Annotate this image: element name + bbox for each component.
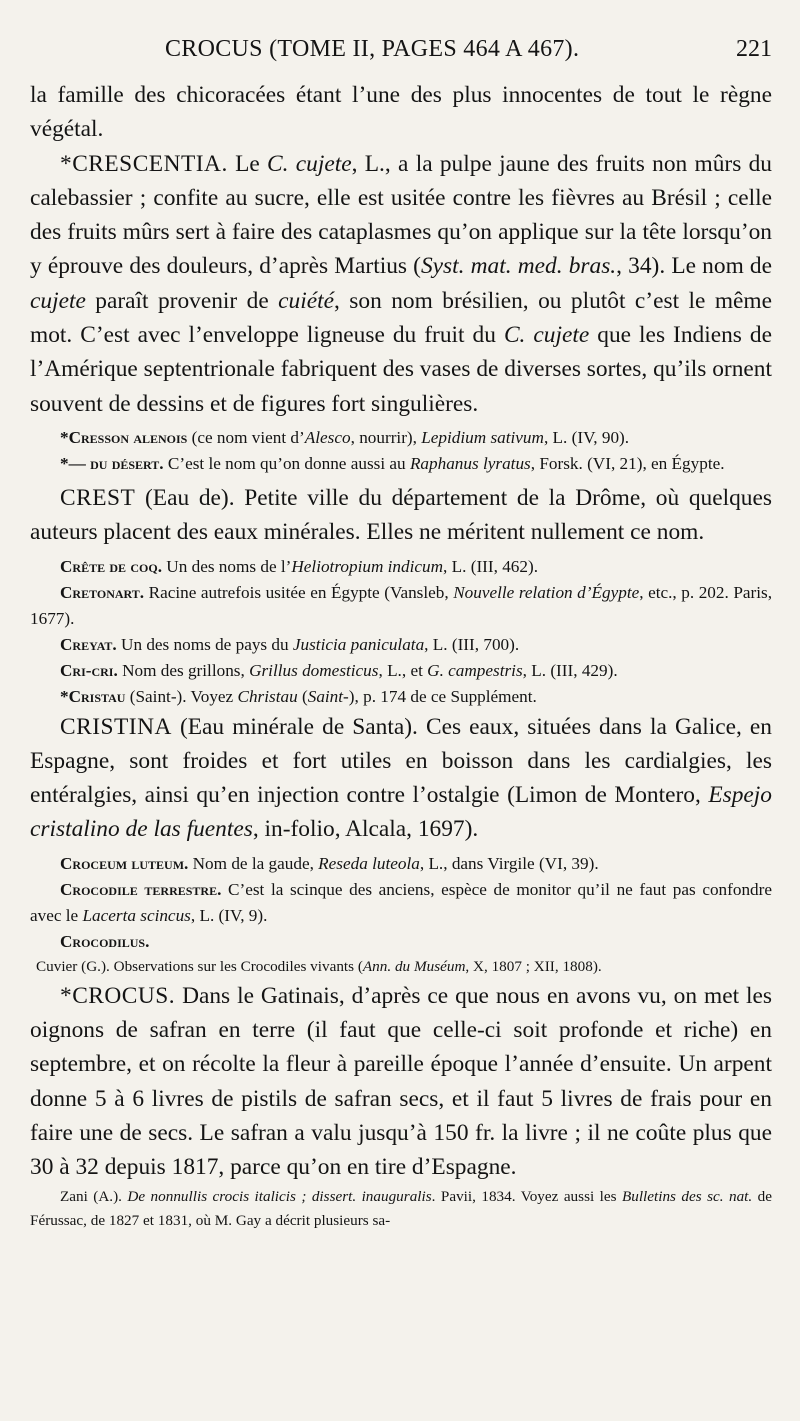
running-head: CROCUS (TOME II, PAGES 464 A 467).	[165, 36, 580, 62]
entry-text: C’est le nom qu’on donne aussi au	[163, 453, 410, 473]
entry-croceum-luteum	[30, 851, 772, 877]
entry-head-desert: *— du désert.	[60, 453, 164, 473]
entry-italic: C. cujete	[503, 322, 590, 349]
entry-text: paraît provenir de	[85, 287, 279, 314]
entry-cretonart	[30, 580, 772, 632]
entry-text: (Eau minérale de Santa). Ces eaux, situées dans la Galice, en Espagne, sont froides et fort utiles en boisson dans les cardialgies, les entéralgies, ainsi qu’en injection contre l’ostalgie (Limon de Montero,	[30, 713, 772, 809]
entry-creyat	[30, 632, 772, 658]
reference-italic: Ann. du Muséum	[362, 957, 466, 975]
entry-italic: Lepidium sativum	[421, 427, 544, 447]
entry-text: , L. (IV, 9).	[190, 905, 268, 925]
entry-italic: Espejo cristalino de las fuentes	[30, 782, 772, 843]
entry-italic: Nouvelle relation d’Égypte	[453, 582, 640, 602]
entry-text: (Saint-). Voyez	[125, 686, 238, 706]
entry-head-crete: Crête de coq.	[60, 556, 162, 576]
entry-text: (Eau de). Petite ville du département de la Drôme, où quelques auteurs placent des eaux minérales. Elles ne méritent nullement ce nom.	[30, 484, 772, 546]
reference-text: . Pavii, 1834. Voyez aussi les	[431, 1187, 622, 1205]
book-page	[30, 30, 772, 1410]
reference-text: de Férussac, de 1827 et 1831, où M. Gay a décrit plusieurs sa-	[30, 1187, 772, 1229]
page-number: 221	[736, 36, 772, 62]
entry-head-cricri: Cri-cri.	[60, 660, 118, 680]
entry-italic: cuiété	[278, 287, 335, 314]
entry-head-cresson: *Cresson alenois	[60, 427, 188, 447]
reference-zani	[30, 1185, 772, 1233]
entry-italic: Grillus domesticus	[249, 660, 379, 680]
entry-cri-cri	[30, 658, 772, 684]
entry-italic: Reseda luteola	[318, 853, 420, 873]
entry-crest	[30, 481, 772, 550]
entry-text: Le	[227, 150, 268, 177]
entry-cristina	[30, 710, 772, 847]
entry-text: ), p. 174 de ce Supplément.	[348, 686, 537, 706]
entry-head-cristau: *Cristau	[60, 686, 126, 706]
entry-head-crocodilus: Crocodilus.	[60, 931, 150, 951]
entry-text: Dans le Gatinais, d’après ce que nous en avons vu, on met les oignons de safran en terre (il faut que celle-ci soit profonde et riche) en septembre, et on récolte la fleur à pareille époque l’année d’ensuite. Un arpent donne 5 à 6 livres de pistils de safran secs, et il faut 5 livres de frais pour en faire une de secs. Le safran a valu jusqu’à 150 fr. la livre ; il ne coûte plus que 30 à 32 depuis 1817, parce qu’on en tire d’Espagne.	[30, 982, 772, 1181]
reference-text: Zani (A.).	[60, 1187, 128, 1205]
entry-text: , L. (III, 700).	[424, 634, 520, 654]
entry-text: , L. (III, 429).	[522, 660, 618, 680]
entry-head-crocus: *CROCUS.	[60, 982, 176, 1009]
reference-italic: De nonnullis crocis italicis ; dissert. inauguralis	[127, 1187, 432, 1205]
entry-text: Nom des grillons,	[117, 660, 250, 680]
entry-italic: C. cujete	[267, 150, 352, 177]
entry-head-cristina: CRISTINA	[60, 713, 172, 740]
entry-text: , L., et	[378, 660, 428, 680]
entry-crocodile-terrestre	[30, 877, 772, 929]
entry-text: Nom de la gaude,	[188, 853, 319, 873]
entry-head-croceum: Croceum luteum.	[60, 853, 189, 873]
reference-text: , X, 1807 ; XII, 1808).	[465, 957, 602, 975]
entry-head-crescentia: *CRESCENTIA.	[60, 150, 228, 177]
entry-cristau	[30, 684, 772, 710]
entry-italic: Raphanus lyratus	[409, 453, 531, 473]
entry-text: (	[297, 686, 308, 706]
entry-text: , etc., p. 202. Paris, 1677).	[30, 582, 772, 628]
entry-italic: Christau	[237, 686, 298, 706]
entry-crete-de-coq	[30, 554, 772, 580]
entry-italic: Justicia paniculata	[292, 634, 425, 654]
entry-text: (ce nom vient d’	[187, 427, 305, 447]
entry-italic: cujete	[30, 287, 86, 314]
entry-head-crocodile: Crocodile terrestre.	[60, 879, 222, 899]
entry-text: , L., a la pulpe jaune des fruits non mûrs du calebassier ; confite au sucre, elle est usitée contre les fièvres au Brésil ; celle des fruits mûrs sert à faire des cataplasmes qu’on applique sur la tête lorsqu’on y éprouve des douleurs, d’après Martius (	[30, 150, 772, 280]
entry-crocus	[30, 979, 772, 1185]
entry-italic: Alesco	[304, 427, 351, 447]
entry-italic: Lacerta scincus	[82, 905, 191, 925]
entry-italic: G. campestris	[427, 660, 523, 680]
entry-text: , L. (IV, 90).	[543, 427, 630, 447]
entry-italic: Syst. mat. med. bras.	[420, 253, 617, 280]
entry-text: , L. (III, 462).	[443, 556, 539, 576]
entry-head-creyat: Creyat.	[60, 634, 117, 654]
entry-text: , in-folio, Alcala, 1697).	[252, 816, 479, 843]
reference-italic: Bulletins des sc. nat.	[621, 1187, 753, 1205]
entry-italic: Heliotropium indicum	[291, 556, 444, 576]
page-header	[30, 30, 772, 78]
entry-text: Racine autrefois usitée en Égypte (Vansleb,	[144, 582, 454, 602]
paragraph-chicoracees: la famille des chicoracées étant l’une des plus innocentes de tout le règne végétal.	[30, 82, 772, 143]
entry-cresson-desert	[30, 451, 772, 477]
reference-text: Cuvier (G.). Observations sur les Crocodiles vivants (	[36, 957, 363, 975]
entry-head-crest: CREST	[60, 484, 136, 511]
entry-text: , nourrir),	[350, 427, 422, 447]
reference-cuvier	[30, 955, 772, 979]
entry-text: que les Indiens de l’Amérique septentrionale fabriquent des vases de diverses sortes, qu’ils ornent souvent de dessins et de figures fort singulières.	[30, 322, 772, 417]
entry-text: Un des noms de l’	[162, 556, 292, 576]
entry-text: Un des noms de pays du	[116, 634, 293, 654]
entry-italic: Saint-	[307, 686, 349, 706]
entry-crescentia	[30, 147, 772, 421]
entry-head-cretonart: Cretonart.	[60, 582, 145, 602]
entry-cresson	[30, 425, 772, 451]
entry-text: C’est la scinque des anciens, espèce de monitor qu’il ne faut pas confondre avec le	[30, 879, 772, 925]
entry-text: , Forsk. (VI, 21), en Égypte.	[530, 453, 725, 473]
entry-crocodilus	[30, 929, 772, 955]
entry-text: , 34). Le nom de	[616, 253, 772, 280]
entry-text: , son nom brésilien, ou plutôt c’est le même mot. C’est avec l’enveloppe ligneuse du fruit du	[30, 287, 772, 349]
entry-text: , L., dans Virgile (VI, 39).	[419, 853, 599, 873]
